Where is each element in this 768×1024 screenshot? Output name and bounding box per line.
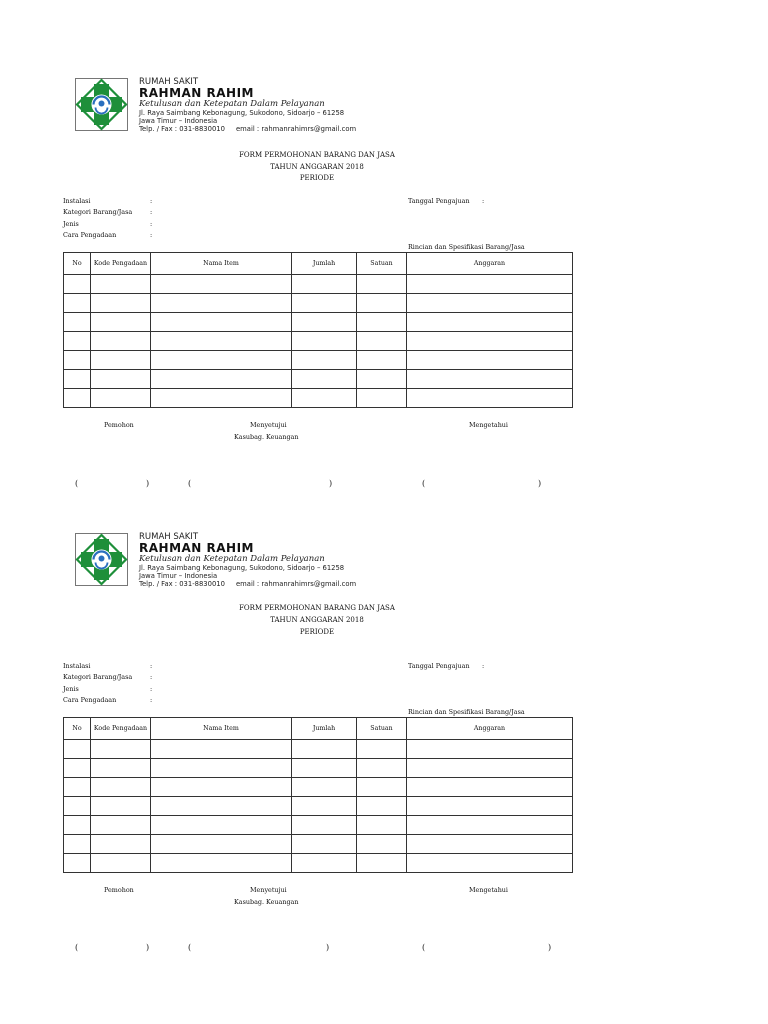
sig-kasubag-label: Kasubag. Keuangan bbox=[234, 898, 299, 906]
hospital-logo bbox=[75, 78, 128, 131]
field-cara-colon: : bbox=[150, 231, 153, 239]
col-header-no: No bbox=[64, 253, 91, 275]
cell-satuan[interactable] bbox=[357, 332, 407, 351]
cell-satuan[interactable] bbox=[357, 816, 407, 835]
cell-kode[interactable] bbox=[91, 275, 151, 294]
field-tanggal-colon: : bbox=[482, 197, 485, 205]
col-header-jumlah: Jumlah bbox=[292, 253, 357, 275]
form-title: FORM PERMOHONAN BARANG DAN JASA bbox=[239, 151, 395, 159]
cell-nama[interactable] bbox=[151, 389, 292, 408]
cell-kode[interactable] bbox=[91, 835, 151, 854]
sig-mengetahui-close: ) bbox=[538, 479, 542, 488]
cell-nama[interactable] bbox=[151, 370, 292, 389]
col-header-anggaran: Anggaran bbox=[407, 253, 573, 275]
cell-kode[interactable] bbox=[91, 351, 151, 370]
cell-kode[interactable] bbox=[91, 313, 151, 332]
cell-nama[interactable] bbox=[151, 313, 292, 332]
form-year: TAHUN ANGGARAN 2018 bbox=[270, 163, 364, 171]
cell-kode[interactable] bbox=[91, 854, 151, 873]
field-cara-label: Cara Pengadaan bbox=[63, 696, 117, 704]
cell-no[interactable] bbox=[64, 835, 91, 854]
hospital-prefix: RUMAH SAKIT bbox=[139, 77, 199, 87]
sig-pemohon-open: ( bbox=[75, 479, 79, 488]
col-header-no: No bbox=[64, 718, 91, 740]
cell-kode[interactable] bbox=[91, 332, 151, 351]
cell-jumlah[interactable] bbox=[292, 294, 357, 313]
sig-mengetahui-open: ( bbox=[422, 943, 426, 952]
col-header-nama: Nama Item bbox=[151, 718, 292, 740]
cell-satuan[interactable] bbox=[357, 797, 407, 816]
cell-satuan[interactable] bbox=[357, 370, 407, 389]
cell-anggaran[interactable] bbox=[407, 351, 573, 370]
form-year: TAHUN ANGGARAN 2018 bbox=[270, 616, 364, 624]
cell-satuan[interactable] bbox=[357, 275, 407, 294]
field-kategori-label: Kategori Barang/Jasa bbox=[63, 208, 133, 216]
sig-mengetahui-label: Mengetahui bbox=[469, 421, 508, 429]
col-header-kode: Kode Pengadaan bbox=[91, 253, 151, 275]
hospital-phone: Telp. / Fax : 031-8830010 bbox=[139, 580, 225, 588]
field-cara-label: Cara Pengadaan bbox=[63, 231, 117, 239]
cell-no[interactable] bbox=[64, 778, 91, 797]
field-tanggal-label: Tanggal Pengajuan bbox=[408, 662, 470, 670]
col-header-kode: Kode Pengadaan bbox=[91, 718, 151, 740]
cell-kode[interactable] bbox=[91, 759, 151, 778]
cell-nama[interactable] bbox=[151, 797, 292, 816]
cell-jumlah[interactable] bbox=[292, 389, 357, 408]
cell-anggaran[interactable] bbox=[407, 797, 573, 816]
sig-menyetujui-open: ( bbox=[188, 479, 192, 488]
cell-jumlah[interactable] bbox=[292, 351, 357, 370]
cell-satuan[interactable] bbox=[357, 778, 407, 797]
table-row bbox=[64, 370, 573, 389]
cell-jumlah[interactable] bbox=[292, 759, 357, 778]
cell-jumlah[interactable] bbox=[292, 275, 357, 294]
rincian-label: Rincian dan Spesifikasi Barang/Jasa bbox=[408, 243, 525, 251]
cell-no[interactable] bbox=[64, 797, 91, 816]
cell-kode[interactable] bbox=[91, 389, 151, 408]
cell-jumlah[interactable] bbox=[292, 370, 357, 389]
cell-kode[interactable] bbox=[91, 797, 151, 816]
hospital-address: Jl. Raya Saimbang Kebonagung, Sukodono, Sidoarjo – 61258 bbox=[139, 564, 345, 572]
cell-anggaran[interactable] bbox=[407, 835, 573, 854]
cell-jumlah[interactable] bbox=[292, 740, 357, 759]
sig-menyetujui-open: ( bbox=[188, 943, 192, 952]
cell-anggaran[interactable] bbox=[407, 816, 573, 835]
table-row bbox=[64, 759, 573, 778]
cell-nama[interactable] bbox=[151, 854, 292, 873]
items-table bbox=[63, 252, 573, 408]
cell-satuan[interactable] bbox=[357, 389, 407, 408]
cell-anggaran[interactable] bbox=[407, 759, 573, 778]
sig-pemohon-open: ( bbox=[75, 943, 79, 952]
hospital-logo bbox=[75, 533, 128, 586]
cell-anggaran[interactable] bbox=[407, 854, 573, 873]
cell-satuan[interactable] bbox=[357, 740, 407, 759]
cell-nama[interactable] bbox=[151, 294, 292, 313]
field-jenis-colon: : bbox=[150, 220, 153, 228]
table-row bbox=[64, 351, 573, 370]
table-row bbox=[64, 294, 573, 313]
hospital-tagline: Ketulusan dan Ketepatan Dalam Pelayanan bbox=[139, 554, 325, 564]
rincian-label: Rincian dan Spesifikasi Barang/Jasa bbox=[408, 708, 525, 716]
table-row bbox=[64, 816, 573, 835]
field-instalasi-colon: : bbox=[150, 197, 153, 205]
field-kategori-label: Kategori Barang/Jasa bbox=[63, 673, 133, 681]
cell-kode[interactable] bbox=[91, 294, 151, 313]
form-period: PERIODE bbox=[299, 174, 335, 182]
cell-nama[interactable] bbox=[151, 332, 292, 351]
cell-anggaran[interactable] bbox=[407, 389, 573, 408]
hospital-name: RAHMAN RAHIM bbox=[139, 541, 254, 555]
cell-kode[interactable] bbox=[91, 370, 151, 389]
cell-nama[interactable] bbox=[151, 778, 292, 797]
cell-anggaran[interactable] bbox=[407, 294, 573, 313]
cell-jumlah[interactable] bbox=[292, 854, 357, 873]
hospital-email: email : rahmanrahimrs@gmail.com bbox=[236, 125, 357, 133]
cell-jumlah[interactable] bbox=[292, 835, 357, 854]
sig-menyetujui-close: ) bbox=[329, 479, 333, 488]
cell-kode[interactable] bbox=[91, 778, 151, 797]
items-table bbox=[63, 717, 573, 873]
table-header-row bbox=[64, 718, 573, 740]
sig-pemohon-label: Pemohon bbox=[104, 886, 134, 894]
cell-satuan[interactable] bbox=[357, 854, 407, 873]
cell-no[interactable] bbox=[64, 275, 91, 294]
table-row bbox=[64, 740, 573, 759]
sig-mengetahui-open: ( bbox=[422, 479, 426, 488]
cell-satuan[interactable] bbox=[357, 759, 407, 778]
field-jenis-colon: : bbox=[150, 685, 153, 693]
table-row bbox=[64, 389, 573, 408]
field-instalasi-colon: : bbox=[150, 662, 153, 670]
hospital-email: email : rahmanrahimrs@gmail.com bbox=[236, 580, 357, 588]
sig-kasubag-label: Kasubag. Keuangan bbox=[234, 433, 299, 441]
cell-no[interactable] bbox=[64, 313, 91, 332]
table-row bbox=[64, 332, 573, 351]
cell-no[interactable] bbox=[64, 351, 91, 370]
cell-kode[interactable] bbox=[91, 740, 151, 759]
cell-jumlah[interactable] bbox=[292, 816, 357, 835]
hospital-region: Jawa Timur – Indonesia bbox=[139, 117, 218, 125]
cell-no[interactable] bbox=[64, 370, 91, 389]
table-row bbox=[64, 835, 573, 854]
field-tanggal-label: Tanggal Pengajuan bbox=[408, 197, 470, 205]
hospital-name: RAHMAN RAHIM bbox=[139, 86, 254, 100]
sig-pemohon-close: ) bbox=[146, 479, 150, 488]
field-kategori-colon: : bbox=[150, 673, 153, 681]
field-cara-colon: : bbox=[150, 696, 153, 704]
field-tanggal-colon: : bbox=[482, 662, 485, 670]
cell-kode[interactable] bbox=[91, 816, 151, 835]
sig-mengetahui-close: ) bbox=[548, 943, 552, 952]
cell-anggaran[interactable] bbox=[407, 778, 573, 797]
hospital-prefix: RUMAH SAKIT bbox=[139, 532, 199, 542]
cell-no[interactable] bbox=[64, 759, 91, 778]
sig-menyetujui-label: Menyetujui bbox=[250, 421, 287, 429]
cell-no[interactable] bbox=[64, 332, 91, 351]
table-row bbox=[64, 778, 573, 797]
cell-no[interactable] bbox=[64, 816, 91, 835]
cell-nama[interactable] bbox=[151, 740, 292, 759]
cell-anggaran[interactable] bbox=[407, 313, 573, 332]
cell-no[interactable] bbox=[64, 854, 91, 873]
cell-anggaran[interactable] bbox=[407, 332, 573, 351]
table-row bbox=[64, 797, 573, 816]
hospital-region: Jawa Timur – Indonesia bbox=[139, 572, 218, 580]
table-header-row bbox=[64, 253, 573, 275]
cell-anggaran[interactable] bbox=[407, 740, 573, 759]
cell-nama[interactable] bbox=[151, 759, 292, 778]
cell-satuan[interactable] bbox=[357, 351, 407, 370]
col-header-nama: Nama Item bbox=[151, 253, 292, 275]
field-jenis-label: Jenis bbox=[63, 220, 79, 228]
sig-menyetujui-label: Menyetujui bbox=[250, 886, 287, 894]
col-header-satuan: Satuan bbox=[357, 718, 407, 740]
sig-pemohon-label: Pemohon bbox=[104, 421, 134, 429]
col-header-satuan: Satuan bbox=[357, 253, 407, 275]
request-form-1 bbox=[0, 78, 768, 542]
table-row bbox=[64, 275, 573, 294]
cell-satuan[interactable] bbox=[357, 313, 407, 332]
request-form-2 bbox=[0, 533, 768, 997]
hospital-tagline: Ketulusan dan Ketepatan Dalam Pelayanan bbox=[139, 99, 325, 109]
cell-satuan[interactable] bbox=[357, 835, 407, 854]
cell-jumlah[interactable] bbox=[292, 332, 357, 351]
cell-nama[interactable] bbox=[151, 835, 292, 854]
cell-nama[interactable] bbox=[151, 816, 292, 835]
field-kategori-colon: : bbox=[150, 208, 153, 216]
cell-jumlah[interactable] bbox=[292, 797, 357, 816]
sig-pemohon-close: ) bbox=[146, 943, 150, 952]
cell-anggaran[interactable] bbox=[407, 370, 573, 389]
hospital-phone: Telp. / Fax : 031-8830010 bbox=[139, 125, 225, 133]
col-header-anggaran: Anggaran bbox=[407, 718, 573, 740]
cell-jumlah[interactable] bbox=[292, 313, 357, 332]
cell-nama[interactable] bbox=[151, 275, 292, 294]
col-header-jumlah: Jumlah bbox=[292, 718, 357, 740]
field-instalasi-label: Instalasi bbox=[63, 197, 91, 205]
form-title: FORM PERMOHONAN BARANG DAN JASA bbox=[239, 604, 395, 612]
cell-nama[interactable] bbox=[151, 351, 292, 370]
cell-no[interactable] bbox=[64, 740, 91, 759]
cell-anggaran[interactable] bbox=[407, 275, 573, 294]
field-jenis-label: Jenis bbox=[63, 685, 79, 693]
form-period: PERIODE bbox=[299, 628, 335, 636]
hospital-address: Jl. Raya Saimbang Kebonagung, Sukodono, Sidoarjo – 61258 bbox=[139, 109, 345, 117]
cell-no[interactable] bbox=[64, 294, 91, 313]
sig-mengetahui-label: Mengetahui bbox=[469, 886, 508, 894]
cell-satuan[interactable] bbox=[357, 294, 407, 313]
table-row bbox=[64, 854, 573, 873]
field-instalasi-label: Instalasi bbox=[63, 662, 91, 670]
table-row bbox=[64, 313, 573, 332]
sig-menyetujui-close: ) bbox=[326, 943, 330, 952]
cell-jumlah[interactable] bbox=[292, 778, 357, 797]
cell-no[interactable] bbox=[64, 389, 91, 408]
